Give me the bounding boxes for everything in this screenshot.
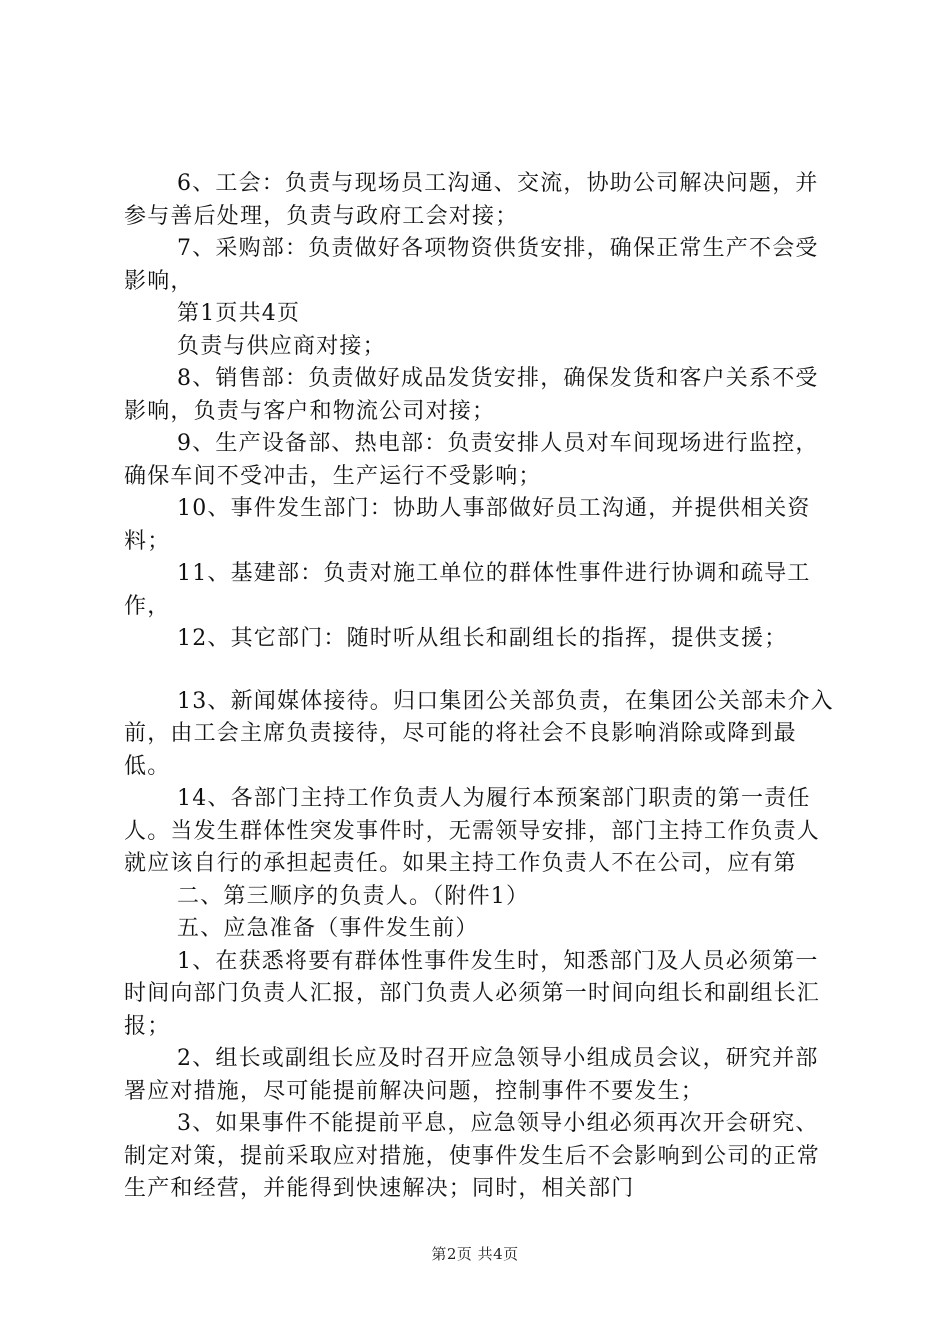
paragraph-prep-3: 3、如果事件不能提前平息，应急领导小组必须再次开会研究、制定对策，提前采取应对措施，使事件发生后不会影响到公司的正常生产和经营，并能得到快速解决；同时，相关部门 <box>124 1111 821 1201</box>
paragraph-incident-dept: 10、事件发生部门：协助人事部做好员工沟通，并提供相关资料； <box>124 496 811 554</box>
paragraph-responsibility: 14、各部门主持工作负责人为履行本预案部门职责的第一责任人。当发生群体性突发事件时，无需领导安排，部门主持工作负责人就应该自行的承担起责任。如果主持工作负责人不在公司，应有第 <box>124 786 821 876</box>
paragraph-prep-2: 2、组长或副组长应及时召开应急领导小组成员会议，研究并部署应对措施，尽可能提前解决问题，控制事件不要发生； <box>124 1046 819 1104</box>
paragraph-media: 13、新闻媒体接待。归口集团公关部负责，在集团公关部未介入前，由工会主席负责接待，尽可能的将社会不良影响消除或降到最低。 <box>124 688 834 779</box>
paragraph-production: 9、生产设备部、热电部：负责安排人员对车间现场进行监控，确保车间不受冲击，生产运行不受影响； <box>124 431 819 489</box>
page-footer: 第2页 共4页 <box>431 1245 519 1263</box>
paragraph-union: 6、工会：负责与现场员工沟通、交流，协助公司解决问题，并参与善后处理，负责与政府工会对接； <box>124 171 819 229</box>
paragraph-supplier: 负责与供应商对接； <box>177 333 386 359</box>
paragraph-purchasing: 7、采购部：负责做好各项物资供货安排，确保正常生产不会受影响， <box>124 236 819 294</box>
paragraph-other-depts: 12、其它部门：随时听从组长和副组长的指挥，提供支援； <box>177 626 788 651</box>
paragraph-infrastructure: 11、基建部：负责对施工单位的群体性事件进行协调和疏导工作， <box>124 561 811 619</box>
paragraph-prep-1: 1、在获悉将要有群体性事件发生时，知悉部门及人员必须第一时间向部门负责人汇报，部门负责人必须第一时间向组长和副组长汇报； <box>124 948 821 1039</box>
paragraph-sales: 8、销售部：负责做好成品发货安排，确保发货和客户关系不受影响，负责与客户和物流公司对接； <box>124 366 819 424</box>
paragraph-order: 二、第三顺序的负责人。（附件1） <box>177 883 530 909</box>
paragraph-inline-page-marker: 第1页共4页 <box>177 301 301 326</box>
section-heading-preparation: 五、应急准备（事件发生前） <box>177 916 479 941</box>
document-body <box>124 168 836 1206</box>
